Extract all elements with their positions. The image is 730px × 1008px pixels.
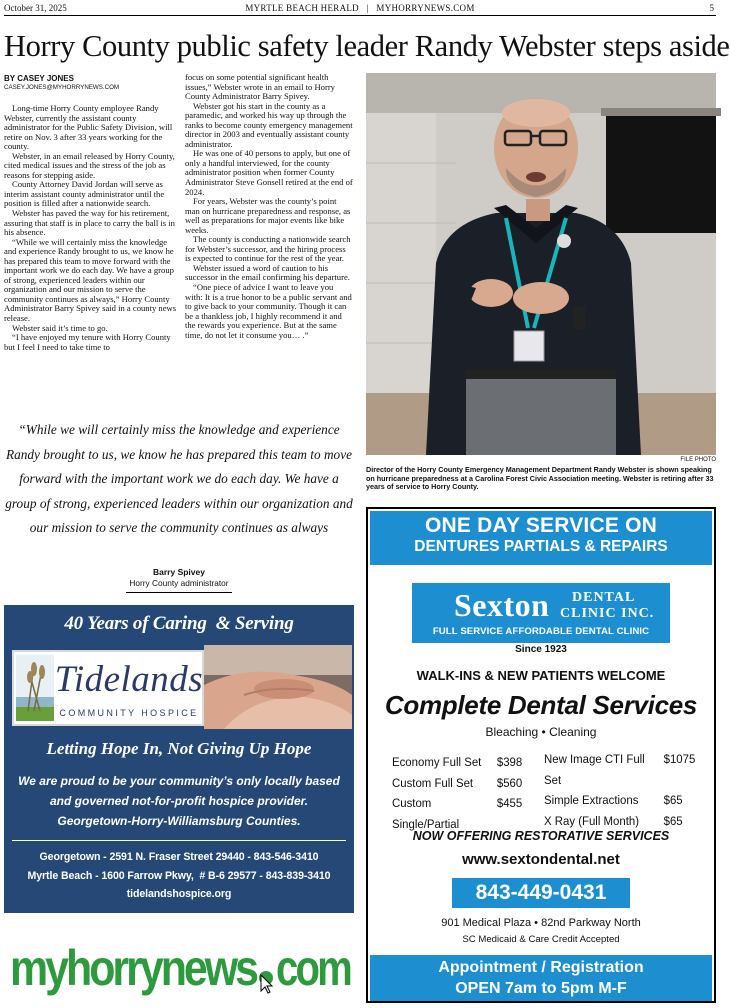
paragraph: The county is conducting a nationwide search for Webster’s successor, and the hiring process is expected to continue for the rest of the year. — [185, 234, 351, 264]
price-item: New Image CTI Full Set — [544, 752, 645, 787]
banner-line: Appointment / Registration — [438, 959, 644, 976]
ad-website-link[interactable]: tidelandshospice.org — [126, 888, 232, 901]
paragraph: “While we will certainly miss the knowledge and experience Randy brought to us, we know he has prepared this team to move forward with the important work we do each day. We have a group of strong, experienced leaders within our organization and our mission to serve the community continues as always,” Horry County Administrator Barry Spivey said in a county news release. — [4, 236, 177, 324]
photo-credit: FILE PHOTO — [680, 457, 716, 463]
ad-contact — [4, 848, 354, 904]
paragraph: Webster issued a word of caution to his successor in the email confirming his departure. — [185, 262, 350, 283]
logo-clinic-line: DENTAL — [572, 590, 636, 605]
paragraph: Webster got his start in the county as a paramedic, and worked his way up through the ranks to become county emergency management director in 2003 and eventually assistant county administrator. — [185, 100, 353, 149]
price-value: $455 — [496, 796, 523, 810]
article-column-2 — [185, 73, 353, 340]
photo-caption: Director of the Horry County Emergency Management Department Randy Webster is shown speaking on hurricane preparedness at a Carolina Forest Civic Association meeting. Webster is retiring after 33 years of service to Horry County. — [366, 465, 714, 492]
price-row — [544, 811, 695, 832]
price-row — [392, 793, 522, 834]
paragraph: “One piece of advice I want to leave you with: It is a true honor to be a public servant and to give back to your community. Though it can be a thankless job, I highly recommend it and the rewards you experience. But at the same time, do not let it consume you… .” — [185, 282, 352, 340]
sexton-website-link[interactable]: www.sextondental.net — [462, 851, 620, 868]
brand-name: myhorrynews — [10, 940, 258, 996]
paragraph: Webster, in an email released by Horry County, cited medical issues and the stress of the job as reasons for stepping aside. — [4, 150, 175, 180]
page-header — [4, 2, 716, 16]
payment-note: SC Medicaid & Care Credit Accepted — [462, 934, 620, 945]
price-row — [392, 752, 522, 773]
price-row — [392, 773, 522, 794]
price-item: Custom Full Set — [392, 775, 474, 790]
myhorrynews-logo[interactable] — [10, 931, 350, 1001]
article-column-1 — [4, 104, 178, 352]
pull-quote-name: Barry Spivey — [153, 567, 205, 577]
pull-quote-title: Horry County administrator — [129, 578, 229, 588]
paragraph: Long-time Horry County employee Randy Webster, currently the assistant county administrator for the Public Safety Division, will retire on Nov. 3 after 33 years working for the county. — [4, 103, 173, 152]
ad-bottom-banner — [370, 955, 712, 1001]
price-value: $398 — [496, 755, 523, 769]
author: BY CASEY JONES — [4, 74, 74, 83]
ad-tagline: 40 Years of Caring & Serving — [64, 613, 294, 634]
byline — [4, 74, 180, 91]
price-value: $65 — [663, 793, 683, 807]
phone-number[interactable]: 843-449-0431 — [452, 878, 630, 908]
price-value: $1075 — [663, 752, 696, 766]
holding-hands-image — [204, 645, 352, 729]
price-list-left — [392, 752, 522, 834]
price-item: Simple Extractions — [544, 793, 639, 807]
page-number: 5 — [709, 3, 714, 13]
logo-clinic — [560, 590, 654, 622]
brand-tld: com — [276, 940, 351, 996]
logo-tagline: FULL SERVICE AFFORDABLE DENTAL CLINIC — [432, 626, 650, 637]
sexton-logo — [412, 583, 670, 643]
ad-headline: Letting Hope In, Not Giving Up Hope — [46, 739, 312, 758]
paragraph: Webster has paved the way for his retirement, assuring that staff is in place to carry the ball is in his absence. — [4, 208, 175, 238]
pull-quote: “While we will certainly miss the knowledge and experience Randy brought to us, we know he has prepared this team to move forward with the important work we do each day. We have a group of strong, experienced leaders within our organization and our mission to serve the community continues as always — [5, 422, 353, 536]
price-value: $560 — [496, 775, 523, 790]
speaker-photo-illustration — [366, 73, 716, 455]
address-line: Georgetown - 2591 N. Fraser Street 29440 - 843-546-3410 — [39, 851, 319, 863]
logo-clinic-line: CLINIC INC. — [560, 606, 655, 621]
sexton-dental-ad[interactable] — [366, 507, 716, 1003]
headline: Horry County public safety leader Randy Webster steps aside — [4, 29, 730, 63]
address-line: Myrtle Beach - 1600 Farrow Pkwy, # B-6 29577 - 843-839-3410 — [27, 869, 331, 882]
paragraph: “I have enjoyed my tenure with Horry County but I feel I need to take time to — [4, 332, 171, 352]
price-value: $65 — [663, 813, 683, 828]
tidelands-logo — [12, 650, 204, 726]
banner-line: DENTURES PARTIALS & REPAIRS — [414, 538, 668, 555]
clinic-address: 901 Medical Plaza • 82nd Parkway North — [441, 917, 641, 929]
ad-body-line: We are proud to be your community’s only locally based — [18, 774, 340, 788]
publication-name: MYRTLE BEACH HERALD | MYHORRYNEWS.COM — [245, 3, 475, 13]
tidelands-name: Tidelands — [54, 659, 204, 700]
paragraph: focus on some potential significant health issues,” Webster wrote in an email to Horry County Administrator Barry Spivey. — [185, 72, 335, 102]
since-year: Since 1923 — [515, 644, 567, 655]
price-row — [544, 790, 695, 811]
article-photo — [366, 73, 716, 455]
paragraph: He was one of 40 persons to apply, but one of only a handful interviewed, for the county administrator position when former County Administrator Steve Gonsell retired at the end of 2024. — [185, 148, 353, 197]
ad-body-line: and governed not-for-profit hospice provider. — [49, 794, 308, 808]
divider — [126, 592, 232, 593]
ad-body-line: Georgetown-Horry-Williamsburg Counties. — [57, 814, 301, 828]
price-item: Economy Full Set — [392, 755, 482, 769]
author-email[interactable]: CASEY.JONES@MYHORRYNEWS.COM — [4, 84, 120, 91]
banner-line: OPEN 7am to 5pm M-F — [455, 980, 627, 997]
tidelands-ad[interactable] — [4, 605, 354, 913]
sea-oats-icon — [16, 655, 54, 721]
walkins-text: WALK-INS & NEW PATIENTS WELCOME — [416, 668, 666, 683]
price-item: Custom Single/Partial — [392, 796, 460, 831]
price-list-right — [544, 749, 695, 831]
ad-body — [4, 771, 354, 831]
price-row — [544, 749, 695, 790]
price-item: X Ray (Full Month) — [544, 813, 640, 828]
services-heading: Complete Dental Services — [384, 690, 698, 720]
restorative-notice: NOW OFFERING RESTORATIVE SERVICES — [412, 829, 670, 843]
paragraph: County Attorney David Jordan will serve as interim assistant county administrator until the position is filled after a nationwide search. — [4, 179, 165, 209]
ad-top-banner — [370, 511, 712, 565]
tidelands-subname: COMMUNITY HOSPICE — [59, 708, 199, 718]
banner-line: ONE DAY SERVICE ON — [425, 514, 657, 537]
logo-name: Sexton — [454, 587, 550, 623]
services-subheading: Bleaching • Cleaning — [485, 725, 597, 739]
divider — [12, 840, 346, 841]
paragraph: For years, Webster was the county’s point man on hurricane preparedness and response, as well as preparations for major events like bike weeks. — [185, 196, 351, 235]
issue-date: October 31, 2025 — [4, 3, 67, 13]
paragraph: Webster said it’s time to go. — [12, 322, 108, 333]
